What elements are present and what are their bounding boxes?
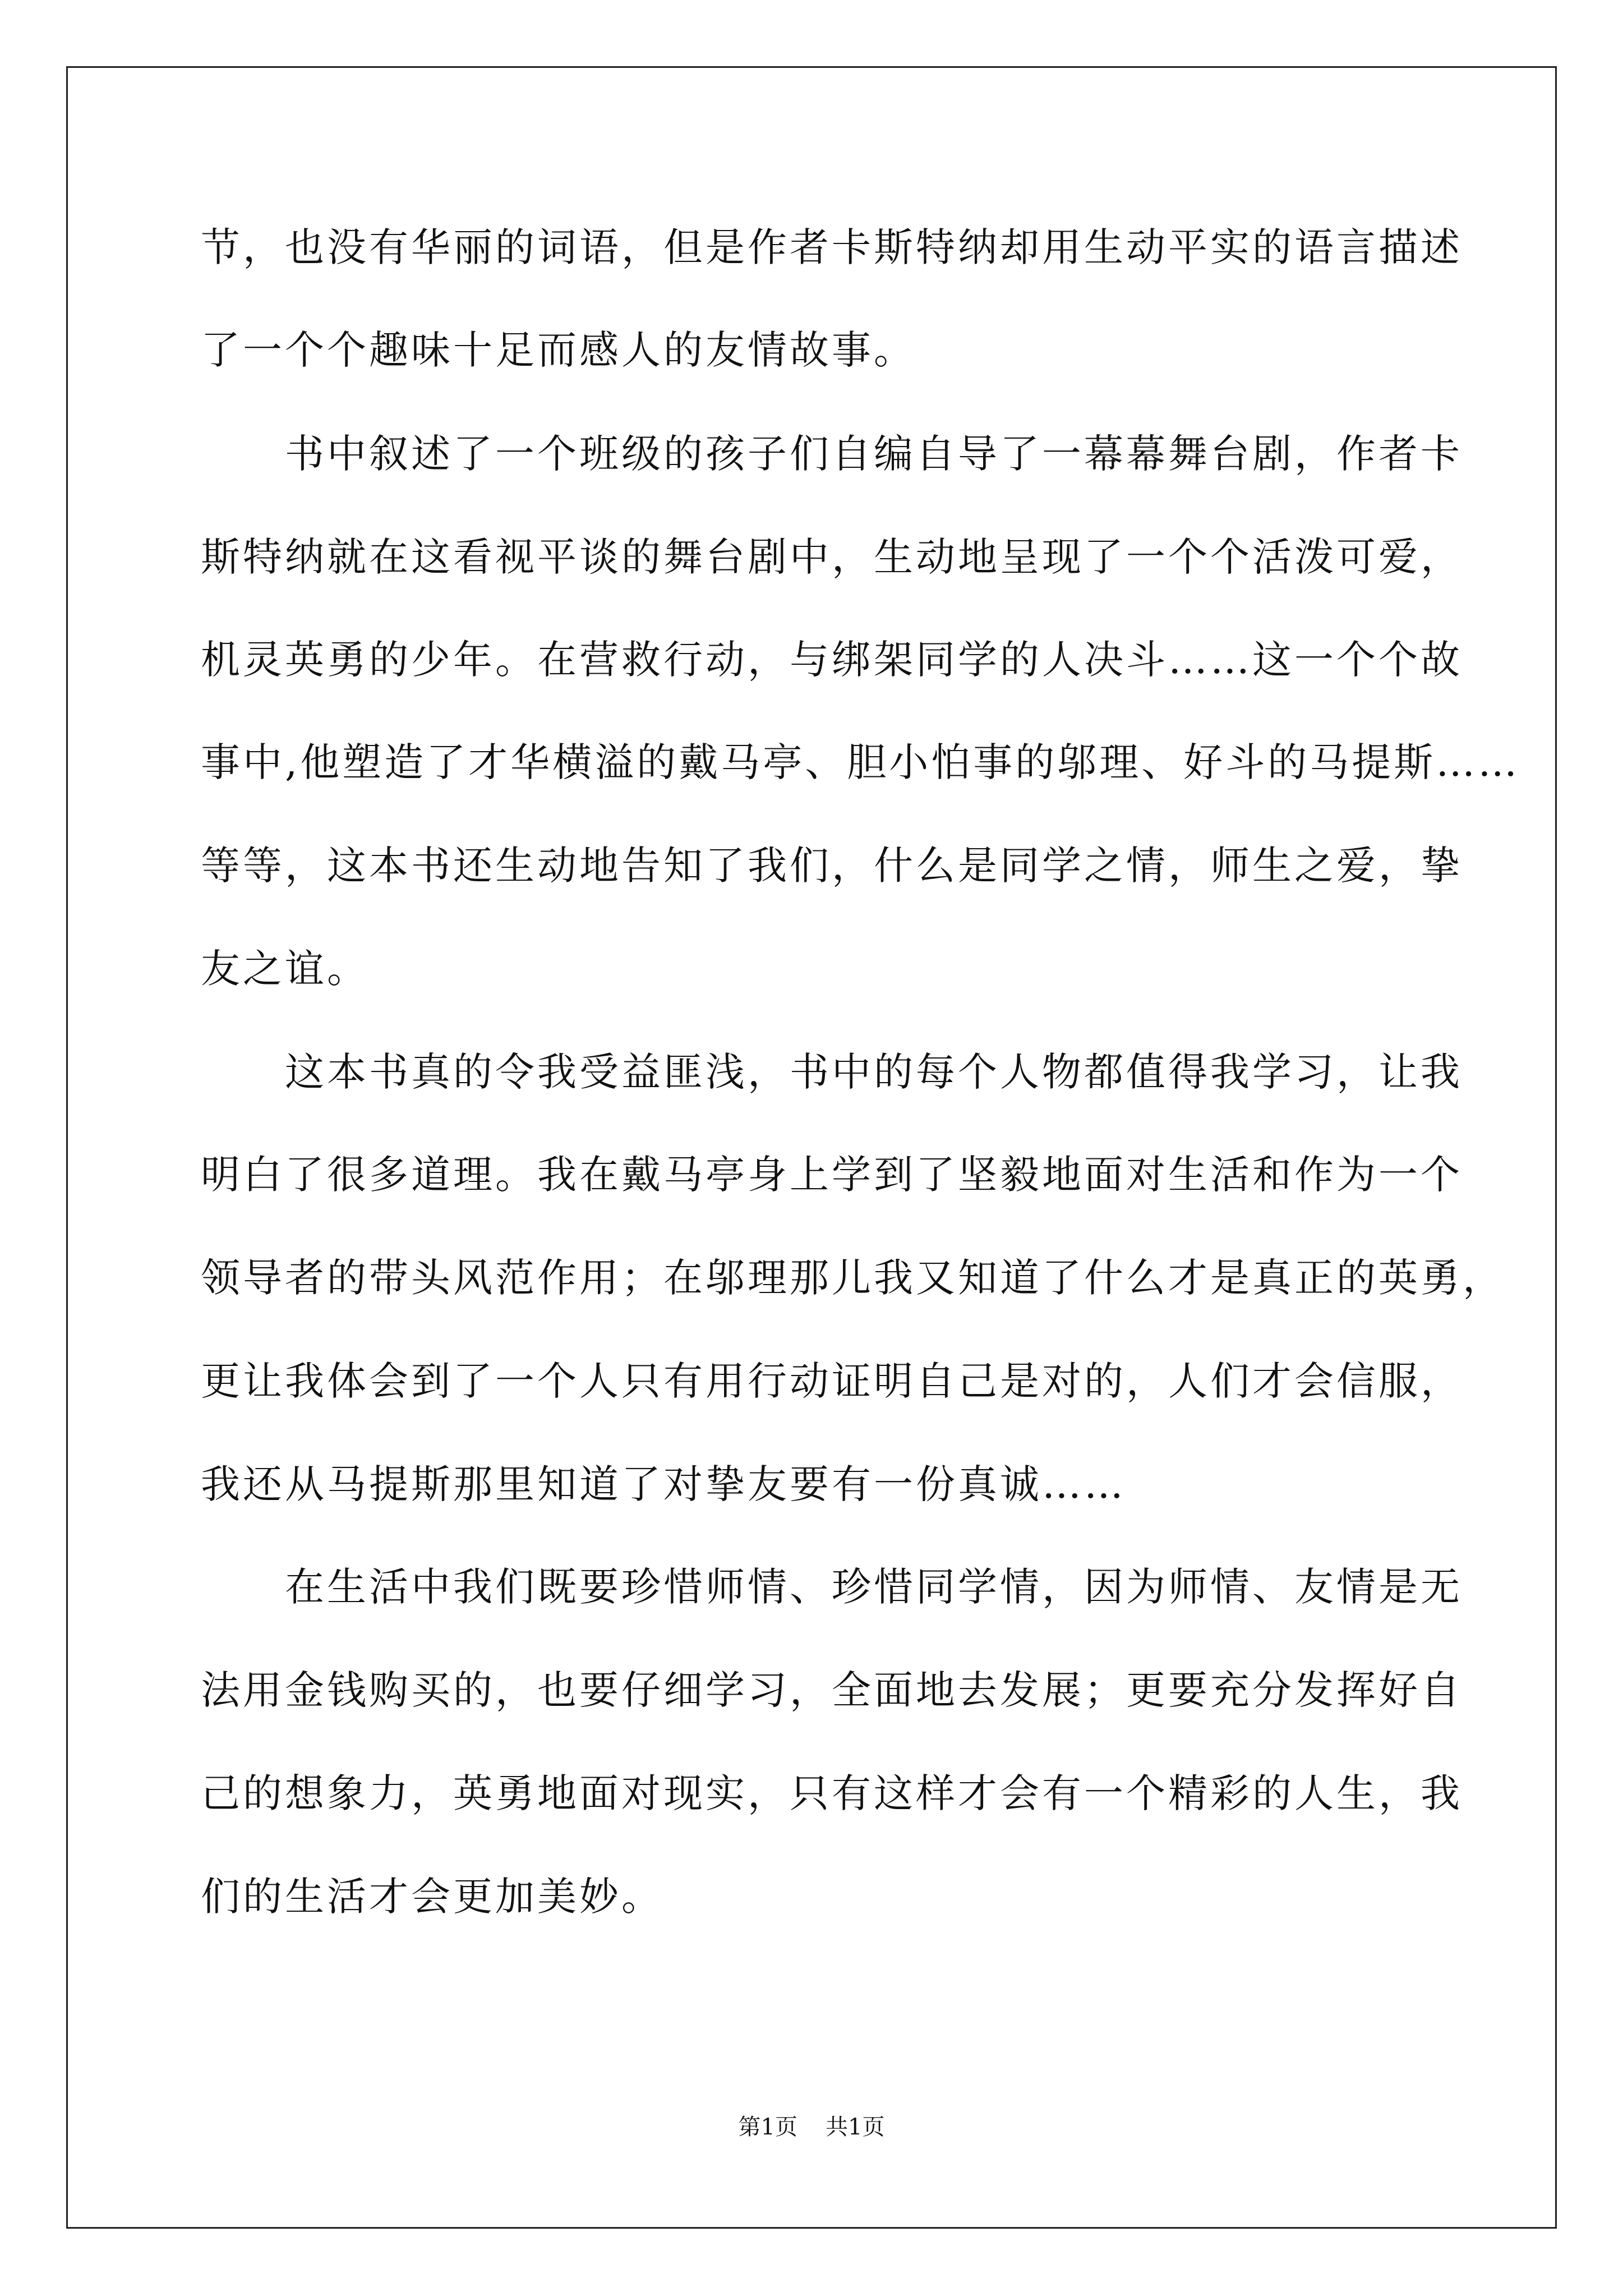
- text-line: 节，也没有华丽的词语，但是作者卡斯特纳却用生动平实的语言描述: [201, 224, 1463, 270]
- text-line: 们的生活才会更加美妙。: [201, 1874, 663, 1920]
- text-line: 在生活中我们既要珍惜师情、珍惜同学情，因为师情、友情是无: [285, 1564, 1463, 1610]
- text-line: 友之谊。: [201, 946, 369, 992]
- text-line: 等等，这本书还生动地告知了我们，什么是同学之情，师生之爱，挚: [201, 843, 1463, 889]
- text-line: 我还从马提斯那里知道了对挚友要有一份真诚……: [201, 1461, 1126, 1507]
- text-line: 领导者的带头风范作用；在邬理那儿我又知道了什么才是真正的英勇，: [201, 1255, 1505, 1301]
- page-total: 共1页: [826, 2114, 885, 2140]
- text-line: 事中,他塑造了才华横溢的戴马亭、胆小怕事的邬理、好斗的马提斯……: [201, 739, 1520, 785]
- page-footer: [0, 2109, 1623, 2141]
- text-line: 法用金钱购买的，也要仔细学习，全面地去发展；更要充分发挥好自: [201, 1667, 1463, 1713]
- text-line: 明白了很多道理。我在戴马亭身上学到了坚毅地面对生活和作为一个: [201, 1152, 1463, 1198]
- text-line: 己的想象力，英勇地面对现实，只有这样才会有一个精彩的人生，我: [201, 1770, 1463, 1816]
- text-line: 更让我体会到了一个人只有用行动证明自己是对的，人们才会信服，: [201, 1358, 1463, 1404]
- text-line: 书中叙述了一个班级的孩子们自编自导了一幕幕舞台剧，作者卡: [285, 431, 1463, 477]
- text-line: 这本书真的令我受益匪浅，书中的每个人物都值得我学习，让我: [285, 1049, 1463, 1095]
- text-line: 机灵英勇的少年。在营救行动，与绑架同学的人决斗……这一个个故: [201, 637, 1463, 683]
- text-line: 了一个个趣味十足而感人的友情故事。: [201, 327, 916, 373]
- page-number: 第1页: [738, 2114, 797, 2140]
- text-line: 斯特纳就在这看视平谈的舞台剧中，生动地呈现了一个个活泼可爱，: [201, 534, 1463, 580]
